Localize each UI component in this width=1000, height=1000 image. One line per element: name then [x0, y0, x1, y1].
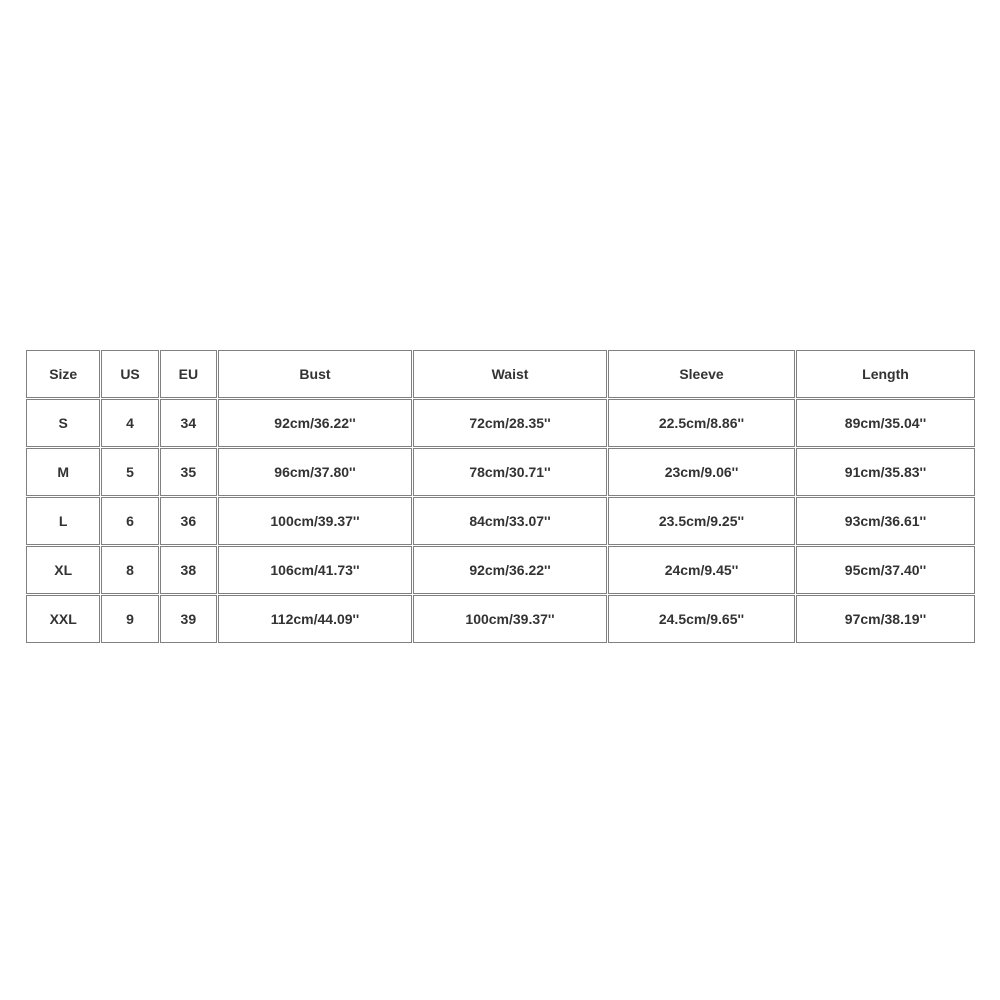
length-cell: 91cm/35.83'' — [796, 448, 975, 496]
bust-cell: 112cm/44.09'' — [218, 595, 412, 643]
length-cell: 97cm/38.19'' — [796, 595, 975, 643]
waist-cell: 78cm/30.71'' — [413, 448, 607, 496]
table-row — [26, 448, 975, 496]
eu-cell: 38 — [160, 546, 217, 594]
size-chart-table — [25, 349, 976, 644]
header-cell-length: Length — [796, 350, 975, 398]
us-cell: 5 — [101, 448, 158, 496]
header-cell-eu: EU — [160, 350, 217, 398]
size-cell: S — [26, 399, 100, 447]
header-cell-us: US — [101, 350, 158, 398]
eu-cell: 39 — [160, 595, 217, 643]
us-cell: 6 — [101, 497, 158, 545]
waist-cell: 92cm/36.22'' — [413, 546, 607, 594]
size-cell: M — [26, 448, 100, 496]
table-header-row — [26, 350, 975, 398]
bust-cell: 92cm/36.22'' — [218, 399, 412, 447]
size-cell: L — [26, 497, 100, 545]
table-row — [26, 546, 975, 594]
us-cell: 9 — [101, 595, 158, 643]
table-row — [26, 399, 975, 447]
length-cell: 89cm/35.04'' — [796, 399, 975, 447]
us-cell: 8 — [101, 546, 158, 594]
header-cell-size: Size — [26, 350, 100, 398]
size-cell: XL — [26, 546, 100, 594]
size-cell: XXL — [26, 595, 100, 643]
eu-cell: 35 — [160, 448, 217, 496]
bust-cell: 96cm/37.80'' — [218, 448, 412, 496]
sleeve-cell: 22.5cm/8.86'' — [608, 399, 795, 447]
waist-cell: 100cm/39.37'' — [413, 595, 607, 643]
waist-cell: 72cm/28.35'' — [413, 399, 607, 447]
eu-cell: 34 — [160, 399, 217, 447]
sleeve-cell: 24.5cm/9.65'' — [608, 595, 795, 643]
bust-cell: 106cm/41.73'' — [218, 546, 412, 594]
sleeve-cell: 23cm/9.06'' — [608, 448, 795, 496]
us-cell: 4 — [101, 399, 158, 447]
eu-cell: 36 — [160, 497, 217, 545]
header-cell-sleeve: Sleeve — [608, 350, 795, 398]
bust-cell: 100cm/39.37'' — [218, 497, 412, 545]
length-cell: 93cm/36.61'' — [796, 497, 975, 545]
sleeve-cell: 24cm/9.45'' — [608, 546, 795, 594]
header-cell-waist: Waist — [413, 350, 607, 398]
table-row — [26, 595, 975, 643]
sleeve-cell: 23.5cm/9.25'' — [608, 497, 795, 545]
length-cell: 95cm/37.40'' — [796, 546, 975, 594]
header-cell-bust: Bust — [218, 350, 412, 398]
table-row — [26, 497, 975, 545]
waist-cell: 84cm/33.07'' — [413, 497, 607, 545]
